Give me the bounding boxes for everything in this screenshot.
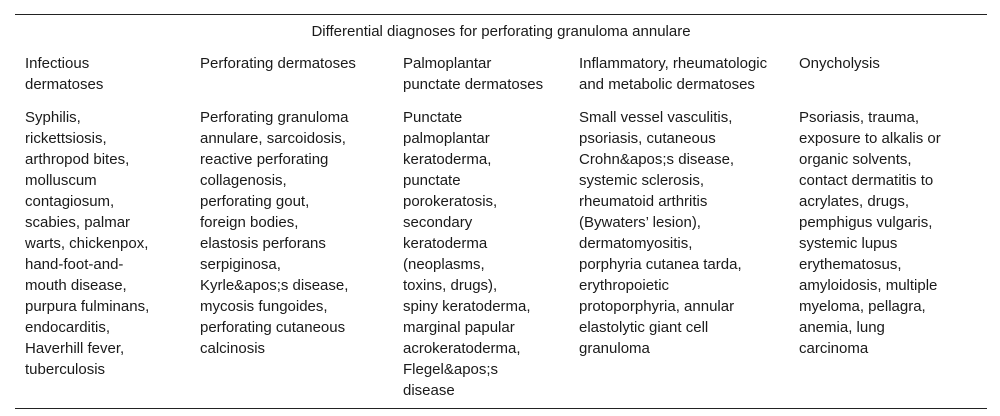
table-caption: Differential diagnoses for perforating granuloma annulare: [311, 23, 691, 40]
cell-palmoplantar-punctate-dermatoses: Punctate palmoplantar keratoderma, punctate porokeratosis, secondary keratoderma (neoplasms, toxins, drugs), spiny keratoderma, marginal papular acrokeratoderma, Flegel&apos;s disease: [403, 109, 531, 399]
header-inflammatory-rheumatologic-metabolic: Inflammatory, rheumatologic and metabolic dermatoses: [579, 55, 768, 93]
bottom-rule: [15, 408, 987, 409]
cell-inflammatory-rheumatologic-metabolic: Small vessel vasculitis, psoriasis, cutaneous Crohn&apos;s disease, systemic sclerosis, rheumatoid arthritis (Bywaters’ lesion), dermatomyositis, porphyria cutanea tarda, erythropoietic protoporphyria, annular elastolytic giant cell granuloma: [579, 109, 742, 357]
header-palmoplantar-punctate-dermatoses: Palmoplantar punctate dermatoses: [403, 55, 544, 93]
cell-infectious-dermatoses: Syphilis, rickettsiosis, arthropod bites, molluscum contagiosum, scabies, palmar warts, chickenpox, hand-foot-and- mouth disease, purpura fulminans, endocarditis, Haverhill fever, tuberculosis: [25, 109, 150, 378]
header-perforating-dermatoses: Perforating dermatoses: [200, 55, 356, 72]
table-grid: [15, 53, 987, 408]
cell-onycholysis: Psoriasis, trauma, exposure to alkalis or organic solvents, contact dermatitis to acrylates, drugs, pemphigus vulgaris, systemic lupus erythematosus, amyloidosis, multiple myeloma, pellagra, anemia, lung carcinoma: [799, 109, 941, 357]
header-infectious-dermatoses: Infectious dermatoses: [25, 55, 104, 93]
diagnosis-table: [15, 14, 987, 409]
header-onycholysis: Onycholysis: [799, 55, 880, 72]
cell-perforating-dermatoses: Perforating granuloma annulare, sarcoidosis, reactive perforating collagenosis, perforating gout, foreign bodies, elastosis perforans serpiginosa, Kyrle&apos;s disease, mycosis fungoides, perforating cutaneous calcinosis: [200, 109, 349, 357]
